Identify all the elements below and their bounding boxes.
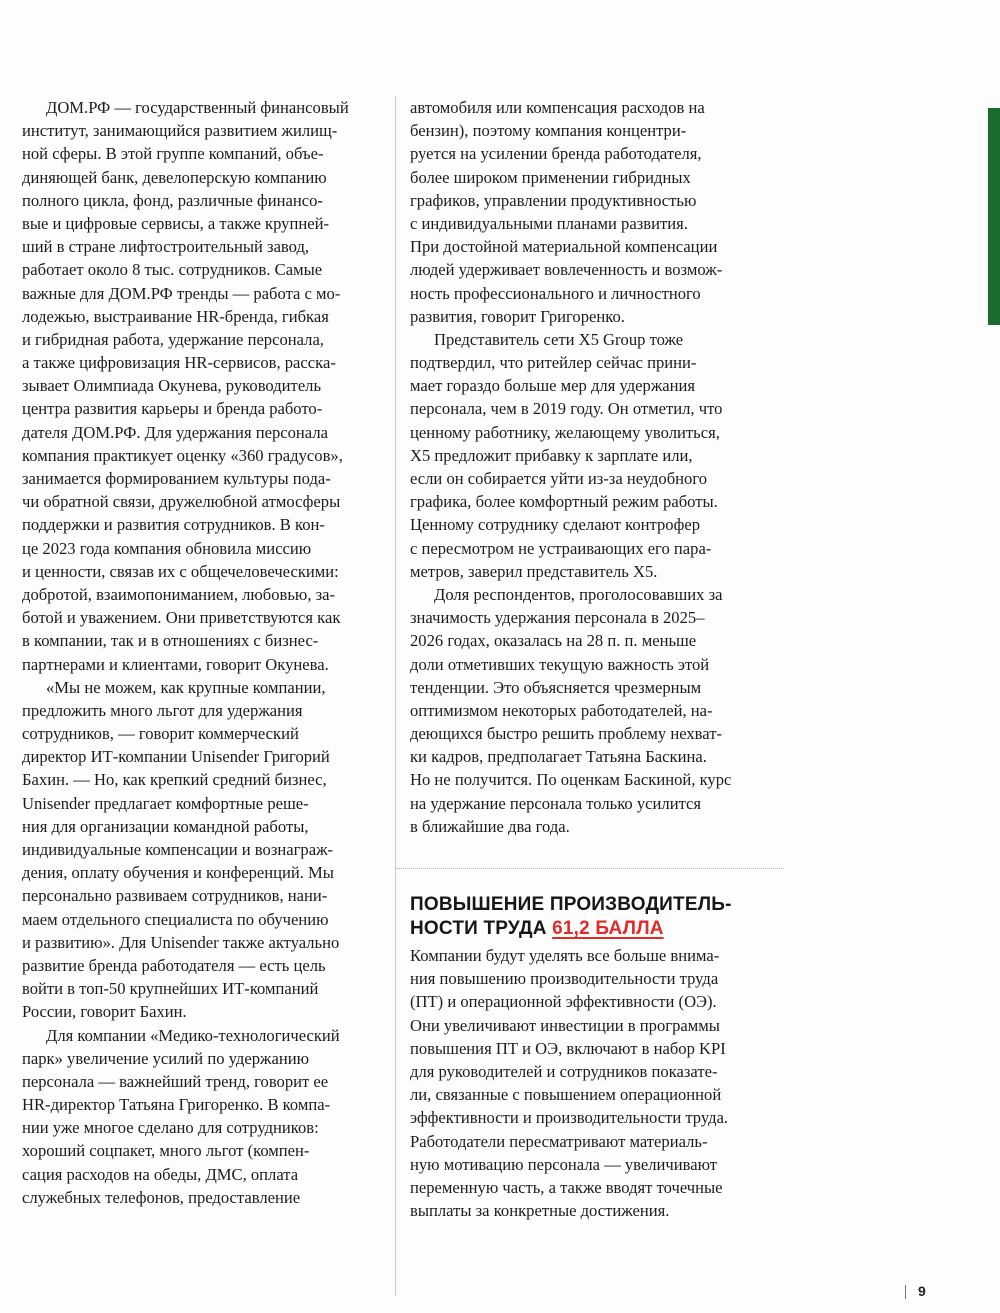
section-heading-text: НОСТИ ТРУДА: [410, 918, 547, 939]
text-line: автомобиля или компенсация расходов на: [410, 98, 705, 117]
text-line: сотрудников, — говорит коммерческий: [22, 724, 299, 744]
text-line: в ближайшие два года.: [410, 816, 570, 836]
text-line: компания практикует оценку «360 градусов»,: [22, 445, 343, 465]
text-line: занимается формированием культуры пода-: [22, 469, 331, 488]
text-line: а также цифровизация HR-сервисов, расска-: [22, 353, 336, 373]
text-line: лодежью, выстраивание HR-бренда, гибкая: [22, 306, 329, 326]
text-line: на удержание персонала только усилится: [410, 793, 702, 813]
text-line: значимость удержания персонала в 2025–: [410, 608, 705, 628]
text-line: ли, связанные с повышением операционной: [410, 1085, 722, 1105]
text-line: (ПТ) и операционной эффективности (ОЭ).: [410, 992, 717, 1012]
text-line: персонала — важнейший тренд, говорит ее: [22, 1071, 329, 1091]
text-line: подтвердил, что ритейлер сейчас прини-: [410, 353, 697, 373]
text-line: повышения ПТ и ОЭ, включают в набор KPI: [410, 1038, 726, 1058]
text-line: ность профессионального и личностного: [410, 283, 701, 303]
text-line: дателя ДОМ.РФ. Для удержания персонала: [22, 422, 328, 442]
text-line: работает около 8 тыс. сотрудников. Самые: [22, 260, 323, 280]
text-line: зывает Олимпиада Окунева, руководитель: [22, 376, 322, 396]
section-heading: [410, 893, 790, 941]
text-line: Ценному сотруднику сделают контрофер: [410, 515, 700, 535]
page-footer: [900, 1283, 940, 1301]
text-line: индивидуальные компенсации и вознаграж-: [22, 840, 334, 859]
text-line: персонально развиваем сотрудников, нани-: [22, 886, 328, 906]
text-line: оптимизмом некоторых работодателей, на-: [410, 700, 713, 720]
left-column: [22, 96, 380, 1209]
text-line: служебных телефонов, предоставление: [22, 1187, 301, 1207]
text-line: нии уже многое сделано для сотрудников:: [22, 1118, 319, 1138]
text-line: хороший соцпакет, много льгот (компен-: [22, 1141, 310, 1161]
text-line: поддержки и развития сотрудников. В кон-: [22, 515, 325, 535]
text-line: вые и цифровые сервисы, а также крупней-: [22, 213, 330, 233]
text-line: ший в стране лифтостроительный завод,: [22, 237, 310, 257]
text-line: диняющей банк, девелоперскую компанию: [22, 167, 327, 187]
text-line: Они увеличивают инвестиции в программы: [410, 1015, 720, 1035]
text-line: метров, заверил представитель X5.: [410, 561, 658, 581]
page-number: 9: [918, 1283, 926, 1299]
text-line: в компании, так и в отношениях с бизнес-: [22, 631, 319, 651]
text-line: эффективности и производительности труда.: [410, 1108, 729, 1128]
text-line: маем отдельного специалиста по обучению: [22, 909, 329, 929]
text-line: войти в топ-50 крупнейших ИТ-компаний: [22, 979, 319, 999]
section-color-tab: [988, 108, 1000, 325]
text-line: бензин), поэтому компания концентри-: [410, 121, 687, 141]
text-line: тенденции. Это объясняется чрезмерным: [410, 677, 702, 697]
text-line: мает гораздо больше мер для удержания: [410, 376, 696, 396]
section-heading-line1: ПОВЫШЕНИЕ ПРОИЗВОДИТЕЛЬ-: [410, 894, 732, 915]
text-line: Доля респондентов, проголосовавших за: [434, 584, 723, 604]
text-line: развития, говорит Григоренко.: [410, 306, 625, 326]
text-line: ДОМ.РФ — государственный финансовый: [46, 98, 349, 117]
section-score: 61,2 БАЛЛА: [552, 918, 664, 939]
text-line: сация расходов на обеды, ДМС, оплата: [22, 1164, 299, 1184]
text-line: Компании будут уделять все больше внима-: [410, 946, 720, 965]
text-line: выплаты за конкретные достижения.: [410, 1201, 670, 1221]
text-line: HR-директор Татьяна Григоренко. В компа-: [22, 1095, 331, 1115]
text-line: дения, оплату обучения и конференций. Мы: [22, 863, 334, 883]
text-line: переменную часть, а также вводят точечные: [410, 1177, 723, 1197]
text-line: руется на усилении бренда работодателя,: [410, 144, 702, 164]
text-line: це 2023 года компания обновила миссию: [22, 538, 312, 558]
text-line: партнерами и клиентами, говорит Окунева.: [22, 654, 329, 674]
text-line: и развитию». Для Unisender также актуально: [22, 932, 340, 952]
text-line: ния повышению производительности труда: [410, 969, 719, 989]
text-line: графиков, управлении продуктивностью: [410, 190, 697, 210]
right-column: [410, 96, 772, 838]
text-line: центра развития карьеры и бренда работо-: [22, 399, 323, 419]
text-line: чи обратной связи, дружелюбной атмосферы: [22, 492, 341, 512]
text-line: ную мотивацию персонала — увеличивают: [410, 1154, 718, 1174]
text-line: если он собирается уйти из-за неудобного: [410, 469, 708, 488]
text-line: Для компании «Медико-технологический: [46, 1025, 340, 1045]
text-line: с пересмотром не устраивающих его пара-: [410, 538, 712, 558]
text-line: X5 предложит прибавку к зарплате или,: [410, 445, 693, 465]
text-line: ния для организации командной работы,: [22, 816, 309, 836]
text-line: Бахин. — Но, как крепкий средний бизнес,: [22, 770, 327, 790]
text-line: директор ИТ-компании Unisender Григорий: [22, 747, 330, 767]
text-line: более широком применении гибридных: [410, 167, 691, 187]
text-line: развитие бренда работодателя — есть цель: [22, 955, 326, 975]
footer-separator: [905, 1285, 906, 1299]
text-line: деющихся быстро решить проблему нехват-: [410, 724, 723, 744]
text-line: графика, более комфортный режим работы.: [410, 492, 718, 512]
text-line: России, говорит Бахин.: [22, 1002, 187, 1022]
text-line: ботой и уважением. Они приветствуются как: [22, 608, 341, 628]
text-line: важные для ДОМ.РФ тренды — работа с мо-: [22, 283, 341, 303]
text-line: 2026 годах, оказалась на 28 п. п. меньше: [410, 631, 697, 651]
text-line: предложить много льгот для удержания: [22, 700, 303, 720]
text-line: ценному работнику, желающему уволиться,: [410, 422, 720, 442]
text-line: полного цикла, фонд, различные финансо-: [22, 190, 323, 210]
text-line: персонала, чем в 2019 году. Он отметил, что: [410, 399, 723, 419]
text-line: Представитель сети X5 Group тоже: [434, 329, 684, 349]
text-line: ной сферы. В этой группе компаний, объе-: [22, 144, 324, 164]
text-line: и ценности, связав их с общечеловеческими:: [22, 561, 339, 581]
text-line: Работодатели пересматривают материаль-: [410, 1131, 708, 1151]
section-body: [410, 944, 772, 1222]
text-line: Но не получится. По оценкам Баскиной, курс: [410, 770, 732, 790]
section-heading-line2: [410, 917, 790, 941]
text-line: институт, занимающийся развитием жилищ-: [22, 121, 338, 141]
text-line: и гибридная работа, удержание персонала,: [22, 329, 324, 349]
text-line: Unisender предлагает комфортные реше-: [22, 793, 309, 813]
text-line: При достойной материальной компенсации: [410, 237, 718, 257]
text-line: доли отметивших текущую важность этой: [410, 654, 710, 674]
text-line: парк» увеличение усилий по удержанию: [22, 1048, 309, 1068]
text-line: добротой, взаимопониманием, любовью, за-: [22, 584, 336, 604]
column-divider: [395, 96, 396, 1296]
section-divider: [396, 868, 784, 870]
text-line: для руководителей и сотрудников показате-: [410, 1061, 718, 1081]
text-line: людей удерживает вовлеченность и возмож-: [410, 260, 723, 280]
text-line: ки кадров, предполагает Татьяна Баскина.: [410, 747, 707, 767]
text-line: «Мы не можем, как крупные компании,: [46, 677, 326, 697]
text-line: с индивидуальными планами развития.: [410, 213, 688, 233]
